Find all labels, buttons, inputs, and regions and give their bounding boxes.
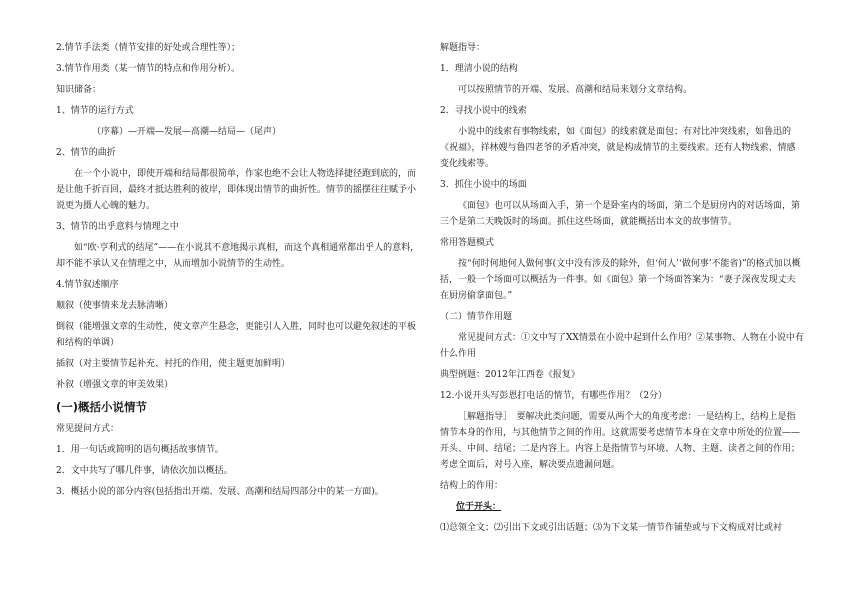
left-paragraph: 顺叙（使事情来龙去脉清晰）: [56, 301, 174, 311]
left-paragraph: 插叙（对主要情节起补充、衬托的作用，使主题更加鲜明）: [56, 359, 291, 369]
right-paragraph: 12.小说开头写彭恩打电话的情节，有哪些作用？（2分）: [440, 391, 668, 401]
right-paragraph: 常用答题模式: [440, 238, 495, 248]
right-paragraph: 典型例题：2012年江西卷《报复》: [440, 370, 580, 380]
left-paragraph: 1．用一句话或简明的语句概括故事情节。: [56, 445, 224, 455]
right-paragraph: 可以按照情节的开端、发展、高潮和结局来划分文章结构。: [458, 85, 693, 95]
right-paragraph: ［解题指导］ 要解决此类问题，需要从两个大的角度考虑：一是结构上，结构上是指情节本身的作用，与其他情节之间的作用。这就需要考虑情节本身在文章中所处的位置——开头、中间、结尾；二是内容上。内容上是指情节与环境、人物、主题、读者之间的作用；考虑全面后，对号入座，解决要点遗漏问题。: [440, 412, 801, 470]
left-paragraph: (一)概括小说情节: [56, 400, 148, 414]
right-paragraph: 2．寻找小说中的线索: [440, 106, 527, 116]
right-paragraph: 常见提问方式：①文中写了XX情景在小说中起到什么作用？②某事物、人物在小说中有什么作用: [440, 333, 804, 359]
left-paragraph: 知识储备：: [56, 85, 102, 95]
left-paragraph: 3．概括小说的部分内容(包括指出开端、发展、高潮和结局四部分中的某一方面)。: [56, 487, 384, 497]
right-paragraph: 解题指导：: [440, 43, 486, 53]
right-paragraph: 小说中的线索有事物线索，如《面包》的线索就是面包；有对比冲突线索，如鲁迅的《祝福》，祥林嫂与鲁四老爷的矛盾冲突，就是构成情节的主要线索。还有人物线索、情感变化线索等。: [440, 127, 796, 169]
left-paragraph: 2.情节手法类（情节安排的好处或合理性等）；: [56, 43, 241, 53]
left-paragraph: 4.情节叙述顺序: [56, 280, 119, 290]
right-paragraph: 1．理清小说的结构: [440, 64, 518, 74]
left-paragraph: 在一个小说中，即使开端和结局都很简单，作家也绝不会让人物选择捷径跑到底的，而是让他千折百回，最终才抵达胜利的彼岸，即体现出情节的曲折性。情节的摇摆往往赋予小说更为摄人心魄的魅力。: [56, 169, 417, 211]
left-paragraph: 如“欧·亨利式的结尾”——在小说其不意地揭示真相，而这个真相通常都出乎人的意料，却不能不承认又在情理之中，从而增加小说情节的生动性。: [56, 243, 420, 269]
right-paragraph: 结构上的作用：: [440, 481, 504, 491]
right-column: [440, 40, 804, 536]
left-paragraph: 1、情节的运行方式: [56, 106, 134, 116]
right-paragraph: ⑴总领全文；⑵引出下文或引出话题；⑶为下文某一情节作铺垫或与下文构成对比或衬: [440, 523, 783, 533]
right-paragraph: 3．抓住小说中的场面: [440, 180, 527, 190]
left-paragraph: 补叙（增强文章的审美效果）: [56, 380, 174, 390]
left-paragraph: （序幕）—开端—发展—高潮—结局—（尾声）: [92, 127, 282, 137]
right-paragraph: 位于开头：: [456, 502, 502, 512]
right-paragraph: 按“何时何地何人做何事(文中没有涉及的除外，但‘何人’‘做何事’不能省)”的格式加以概括，一般一个场面可以概括为一件事。如《面包》第一个场面答案为：“妻子深夜发现丈夫在厨房偷拿面包。”: [440, 259, 801, 301]
right-paragraph: 《面包》也可以从场面入手，第一个是卧室内的场面，第二个是厨房内的对话场面，第三个是第二天晚饭时的场面。抓住这些场面，就能概括出本文的故事情节。: [440, 201, 801, 227]
left-paragraph: 2．文中共写了哪几件事，请依次加以概括。: [56, 466, 233, 476]
left-paragraph: 3、情节的出乎意料与情理之中: [56, 222, 179, 232]
left-paragraph: 常见提问方式：: [56, 424, 120, 434]
right-paragraph: （二）情节作用题: [440, 312, 513, 322]
left-column: [56, 40, 422, 500]
left-paragraph: 3.情节作用类（某一情节的特点和作用分析）。: [56, 64, 241, 74]
left-paragraph: 2、情节的曲折: [56, 148, 116, 158]
left-paragraph: 倒叙（能增强文章的生动性，使文章产生悬念，更能引人入胜，同时也可以避免叙述的平板和结构的单调）: [56, 322, 417, 348]
